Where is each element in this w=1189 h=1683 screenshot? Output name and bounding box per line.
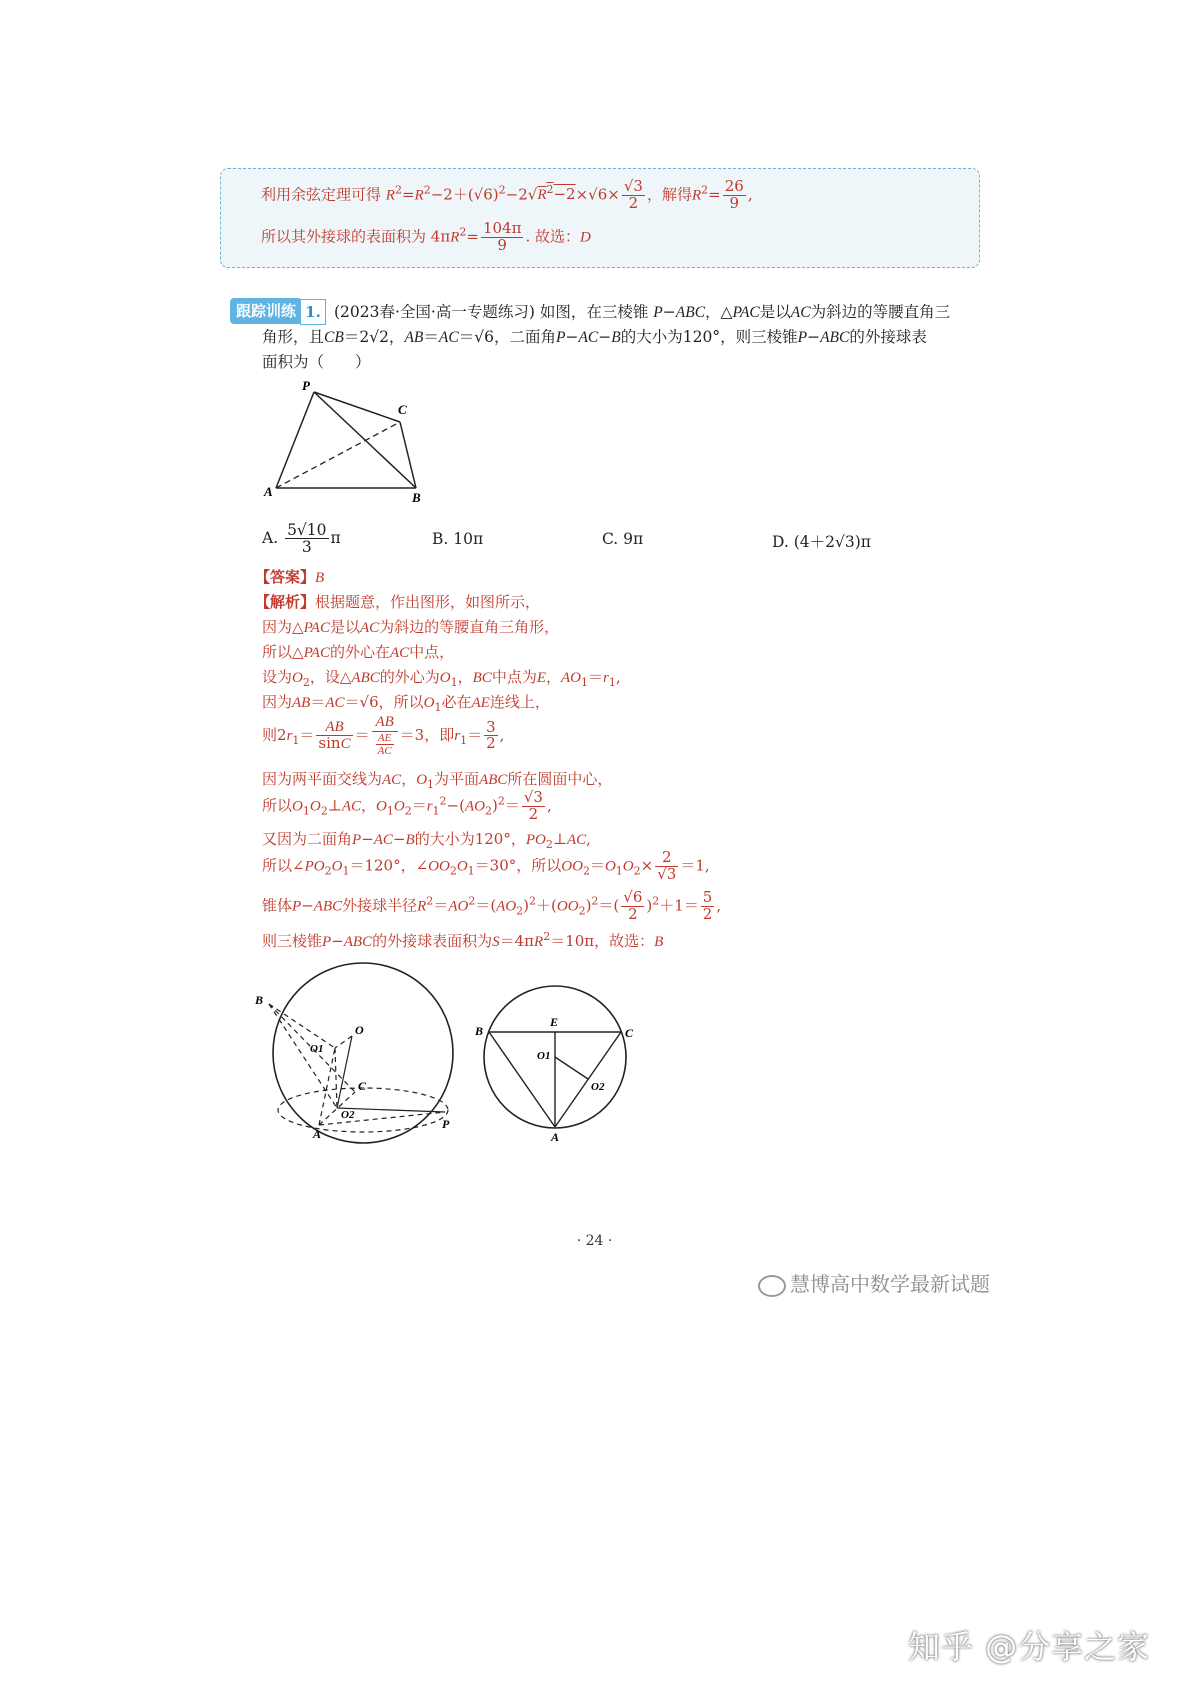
label-o: O bbox=[355, 1023, 364, 1037]
edge-pa bbox=[276, 392, 314, 488]
choice-a[interactable]: A. $\frac{5√10}{3}$ π bbox=[262, 521, 341, 557]
analysis-text: 所在圆面中心， bbox=[507, 770, 613, 788]
problem-text: 为斜边的等腰直角三 bbox=[810, 303, 951, 321]
segment-ca bbox=[555, 1032, 621, 1127]
label-a: A bbox=[313, 1127, 322, 1141]
answer-label: 【答案】 bbox=[255, 568, 316, 586]
label-c: C bbox=[358, 1079, 367, 1093]
label-c: C bbox=[625, 1026, 634, 1040]
label-p: P bbox=[302, 378, 310, 393]
analysis-line-3: 所以△PAC的外心在AC中点， bbox=[262, 643, 455, 661]
analysis-text: 为斜边的等腰直角三角形， bbox=[379, 618, 560, 636]
analysis-line-1 bbox=[255, 591, 540, 612]
analysis-text: 为平面 bbox=[434, 770, 480, 788]
analysis-text: 所以 bbox=[262, 796, 293, 815]
analysis-line-4: 设为$O_2$，设△ABC的外心为$O_1$，BC中点为E，$AO_1=r_1$, bbox=[262, 668, 621, 689]
analysis-text: 锥体 bbox=[262, 896, 293, 915]
sphere-outline bbox=[273, 963, 453, 1143]
analysis-text: ， bbox=[546, 668, 562, 686]
label-a: A bbox=[551, 1130, 560, 1144]
label-o2: O2 bbox=[341, 1109, 355, 1121]
segment-o1-o2 bbox=[335, 1048, 337, 1108]
choice-c[interactable]: C. 9π bbox=[602, 530, 644, 548]
problem-text: 角形，且 bbox=[262, 328, 325, 346]
question-number: 1. bbox=[300, 299, 326, 325]
analysis-text: 必在 bbox=[441, 693, 472, 711]
tetrahedron-figure bbox=[262, 378, 432, 506]
label-c: C bbox=[398, 402, 407, 417]
problem-text: 的大小为 bbox=[620, 328, 683, 346]
analysis-line-2: 因为△PAC是以AC为斜边的等腰直角三角形， bbox=[262, 618, 560, 636]
analysis-text: 的外心为 bbox=[379, 668, 440, 686]
label-e: E bbox=[550, 1015, 559, 1029]
problem-text: 是以 bbox=[759, 303, 791, 321]
problem-text: ，则三棱锥 bbox=[720, 328, 798, 346]
choice-b[interactable]: B. 10π bbox=[432, 530, 484, 548]
edge-pc bbox=[314, 392, 400, 422]
analysis-text: 的大小为 bbox=[414, 830, 475, 848]
edge-cb bbox=[400, 422, 416, 488]
page-number: · 24 · bbox=[576, 1233, 613, 1249]
box-line-2: 所以其外接球的表面积为 $4\pi R^2=$ $\frac{104\pi}{9}$ . 故选：D bbox=[261, 219, 591, 254]
box-answer: D bbox=[579, 229, 591, 246]
sphere-figure bbox=[255, 960, 465, 1150]
label-o2: O2 bbox=[591, 1081, 605, 1093]
analysis-text: 则 bbox=[262, 725, 278, 744]
choice-label: A. bbox=[262, 528, 279, 547]
analysis-line-12: 则三棱锥P−ABC的外接球表面积为$S=4\pi R^2=10\pi$，故选：B bbox=[262, 930, 664, 950]
analysis-text: 中点为 bbox=[491, 668, 537, 686]
choice-d[interactable]: D. (4＋2√3)π bbox=[772, 533, 871, 551]
problem-text: 如图，在三棱锥 bbox=[539, 303, 649, 321]
answer-line bbox=[255, 566, 324, 587]
wechat-icon bbox=[758, 1275, 786, 1297]
analysis-text: 连线上， bbox=[489, 693, 550, 711]
analysis-text: 设为 bbox=[262, 668, 293, 686]
analysis-line-7: 因为两平面交线为AC，$O_1$为平面ABC所在圆面中心， bbox=[262, 770, 613, 791]
practice-tag: 跟踪训练 bbox=[230, 298, 302, 324]
wechat-watermark bbox=[758, 1268, 990, 1297]
box-text: . 故选： bbox=[525, 227, 580, 246]
analysis-text: 因为 bbox=[262, 618, 293, 636]
segment-ba bbox=[489, 1032, 555, 1127]
analysis-text: ，设 bbox=[309, 668, 340, 686]
box-text: 利用余弦定理可得 bbox=[261, 185, 382, 204]
analysis-text: ，故选： bbox=[594, 932, 655, 950]
wechat-text: 慧博高中数学最新试题 bbox=[790, 1272, 990, 1296]
analysis-text: 又因为二面角 bbox=[262, 830, 353, 848]
analysis-text: ，所以 bbox=[516, 856, 562, 875]
analysis-line-6: 则$2r_1=$ $\frac{AB}{\sin C}$ ＝ $\frac{AB}{\frac{AE}{AC}}$ ＝3，即$r_1=$ $\frac{3}{2}$ , bbox=[262, 714, 505, 758]
analysis-text: 因为两平面交线为 bbox=[262, 770, 383, 788]
label-a: A bbox=[264, 484, 273, 499]
analysis-text: 是以 bbox=[329, 618, 360, 636]
problem-source: (2023春·全国·高一专题练习) bbox=[334, 303, 535, 321]
problem-line-1: (2023春·全国·高一专题练习) 如图，在三棱锥 P−ABC，△PAC是以AC为斜边的等腰直角三 bbox=[334, 303, 951, 321]
segment-o1-o2 bbox=[555, 1057, 588, 1079]
problem-text: ，二面角 bbox=[493, 328, 556, 346]
circle-figure bbox=[475, 975, 635, 1145]
label-p: P bbox=[442, 1117, 450, 1131]
problem-line-3: 面积为（ ） bbox=[262, 353, 371, 371]
analysis-text: 因为 bbox=[262, 693, 293, 711]
analysis-text: ，即 bbox=[424, 725, 455, 744]
choice-label: D. bbox=[772, 533, 789, 551]
analysis-text: ， bbox=[457, 668, 473, 686]
analysis-text: 则三棱锥 bbox=[262, 932, 323, 950]
label-o1: O1 bbox=[310, 1043, 324, 1055]
analysis-line-8: 所以$O_1O_2\perp AC$，$O_1O_2=r_1^2-(AO_2)^2=$ $\frac{√3}{2}$ , bbox=[262, 788, 552, 823]
analysis-text: 外接球半径 bbox=[342, 896, 418, 915]
segment-b-o2 bbox=[269, 1004, 337, 1108]
base-circle bbox=[278, 1088, 448, 1132]
box-text: ，解得 bbox=[646, 185, 692, 204]
analysis-line-5: 因为AB＝AC＝√6，所以$O_1$必在AE连线上， bbox=[262, 693, 550, 714]
analysis-text: 的外接球表面积为 bbox=[372, 932, 493, 950]
analysis-answer: B bbox=[654, 934, 664, 950]
segment-o-o2 bbox=[337, 1036, 352, 1108]
label-b: B bbox=[412, 490, 421, 505]
label-b: B bbox=[255, 993, 264, 1007]
segment-b-o1 bbox=[269, 1004, 335, 1048]
analysis-text: 中点， bbox=[409, 643, 455, 661]
previous-solution-box bbox=[220, 168, 980, 268]
answer-value: B bbox=[315, 570, 325, 586]
label-b: B bbox=[475, 1024, 484, 1038]
label-o1: O1 bbox=[537, 1050, 551, 1062]
problem-line-2: 角形，且CB＝2√2，AB＝AC＝√6，二面角P−AC−B的大小为120°，则三棱锥P−ABC的外接球表 bbox=[262, 328, 927, 346]
analysis-text: 根据题意，作出图形，如图所示， bbox=[315, 593, 541, 611]
analysis-line-9: 又因为二面角P−AC−B的大小为120°，$PO_2\perp AC$, bbox=[262, 830, 591, 851]
analysis-label: 【解析】 bbox=[255, 593, 316, 611]
box-text: 所以其外接球的表面积为 bbox=[261, 227, 427, 246]
analysis-text: 所以 bbox=[262, 856, 293, 875]
box-line-1: 利用余弦定理可得 $R^2=R^2-2+(√6)^2-2√R^2-2\times√6\times$ $\frac{√3}{2}$ ，解得$R^2=$ $\frac{26}{9}$ , bbox=[261, 177, 753, 212]
segment-a-p bbox=[319, 1112, 445, 1125]
problem-text: 的外接球表 bbox=[849, 328, 927, 346]
zhihu-watermark: 知乎 @分享之家 bbox=[908, 1628, 1151, 1666]
analysis-text: ，所以 bbox=[378, 693, 424, 711]
analysis-line-11: 锥体P−ABC外接球半径$R^2=AO^2=(AO_2)^2+(OO_2)^2=$( $\frac{√6}{2}$ )$^2$＋1＝ $\frac{5}{2}$ , bbox=[262, 888, 722, 923]
analysis-line-10: 所以$\angle PO_2O_1=120^\circ$，$\angle OO_2O_1=30^\circ$，所以$OO_2=O_1O_2\times$ $\frac{2}{√3}$ ＝1, bbox=[262, 848, 710, 883]
analysis-text: 所以 bbox=[262, 643, 293, 661]
analysis-text: 的外心在 bbox=[329, 643, 390, 661]
segment-a-o1 bbox=[319, 1048, 335, 1125]
